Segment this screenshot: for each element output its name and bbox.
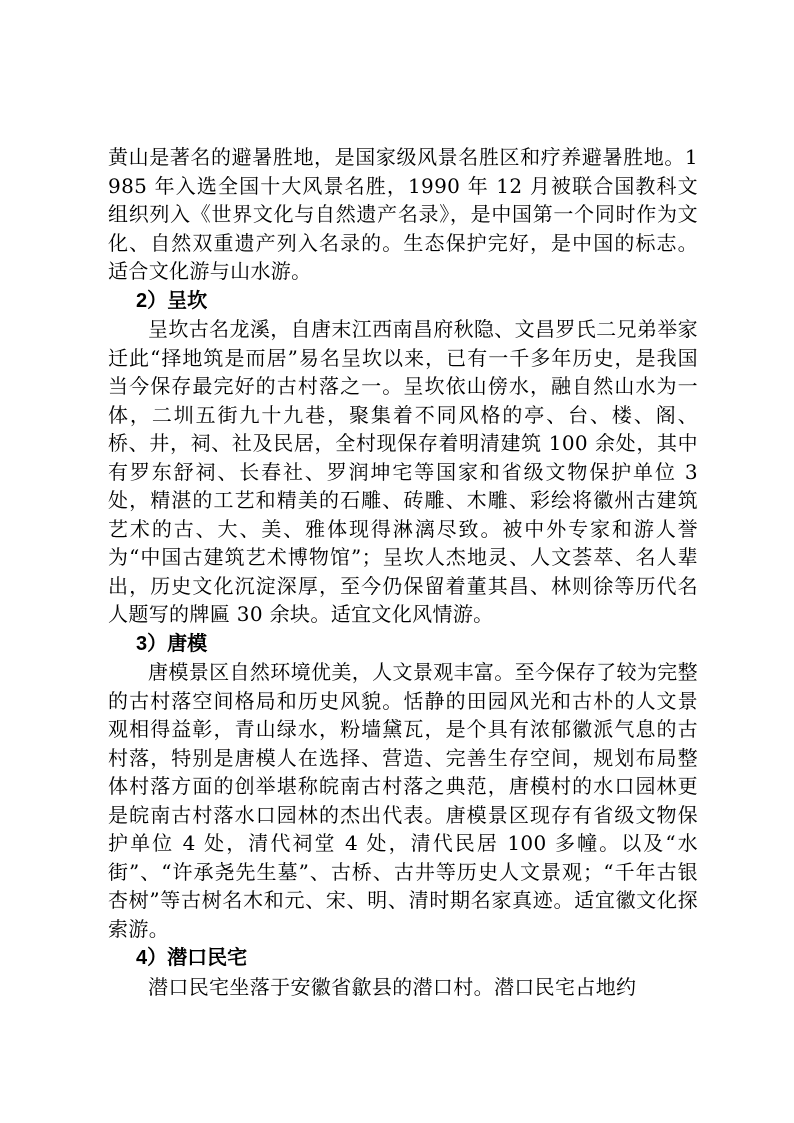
section-title: 潜口民宅	[167, 945, 248, 969]
section-heading-tangmo	[108, 629, 698, 659]
section-number: 2）	[136, 289, 168, 312]
section-title: 唐模	[167, 630, 208, 655]
section-number: 3）	[136, 632, 168, 655]
section-title: 呈坎	[167, 287, 208, 312]
section-heading-qiankou	[108, 943, 698, 973]
section-number: 4）	[136, 947, 168, 969]
paragraph-tangmo: 唐模景区自然环境优美，人文景观丰富。至今保存了较为完整的古村落空间格局和历史风貌。恬静的田园风光和古朴的人文景观相得益彰，青山绿水，粉墙黛瓦，是个具有浓郁徽派气息的古村落，特别是唐模人在选择、营造、完善生存空间，规划布局整体村落方面的创举堪称皖南古村落之典范，唐模村的水口园林更是皖南古村落水口园林的杰出代表。唐模景区现存有省级文物保护单位 4 处，清代祠堂 4 处，清代民居 100 多幢。以及“水街”、“许承尧先生墓”、古桥、古井等历史人文景观；“千年古银杏树”等古树名木和元、宋、明、清时期名家真迹。适宜徽文化探索游。	[108, 660, 698, 941]
paragraph-huangshan: 黄山是著名的避暑胜地，是国家级风景名胜区和疗养避暑胜地。1985 年入选全国十大风景名胜，1990 年 12 月被联合国教科文组织列入《世界文化与自然遗产名录》，是中国第一个同时作为文化、自然双重遗产列入名录的。生态保护完好，是中国的标志。适合文化游与山水游。	[108, 145, 698, 283]
paragraph-chengkan: 呈坎古名龙溪，自唐末江西南昌府秋隐、文昌罗氏二兄弟举家迁此“择地筑是而居”易名呈坎以来，已有一千多年历史，是我国当今保存最完好的古村落之一。呈坎依山傍水，融自然山水为一体，二圳五街九十九巷，聚集着不同风格的亭、台、楼、阁、桥、井，祠、社及民居，全村现保存着明清建筑 100 余处，其中有罗东舒祠、长春社、罗润坤宅等国家和省级文物保护单位 3 处，精湛的工艺和精美的石雕、砖雕、木雕、彩绘将徽州古建筑艺术的古、大、美、雅体现得淋漓尽致。被中外专家和游人誉为“中国古建筑艺术博物馆”；呈坎人杰地灵、人文荟萃、名人辈出，历史文化沉淀深厚，至今仍保留着董其昌、林则徐等历代名人题写的牌匾 30 余块。适宜文化风情游。	[108, 317, 698, 626]
section-heading-chengkan	[108, 286, 698, 316]
paragraph-qiankou: 潜口民宅坐落于安徽省歙县的潜口村。潜口民宅占地约	[148, 974, 637, 999]
document-body	[108, 143, 698, 1001]
